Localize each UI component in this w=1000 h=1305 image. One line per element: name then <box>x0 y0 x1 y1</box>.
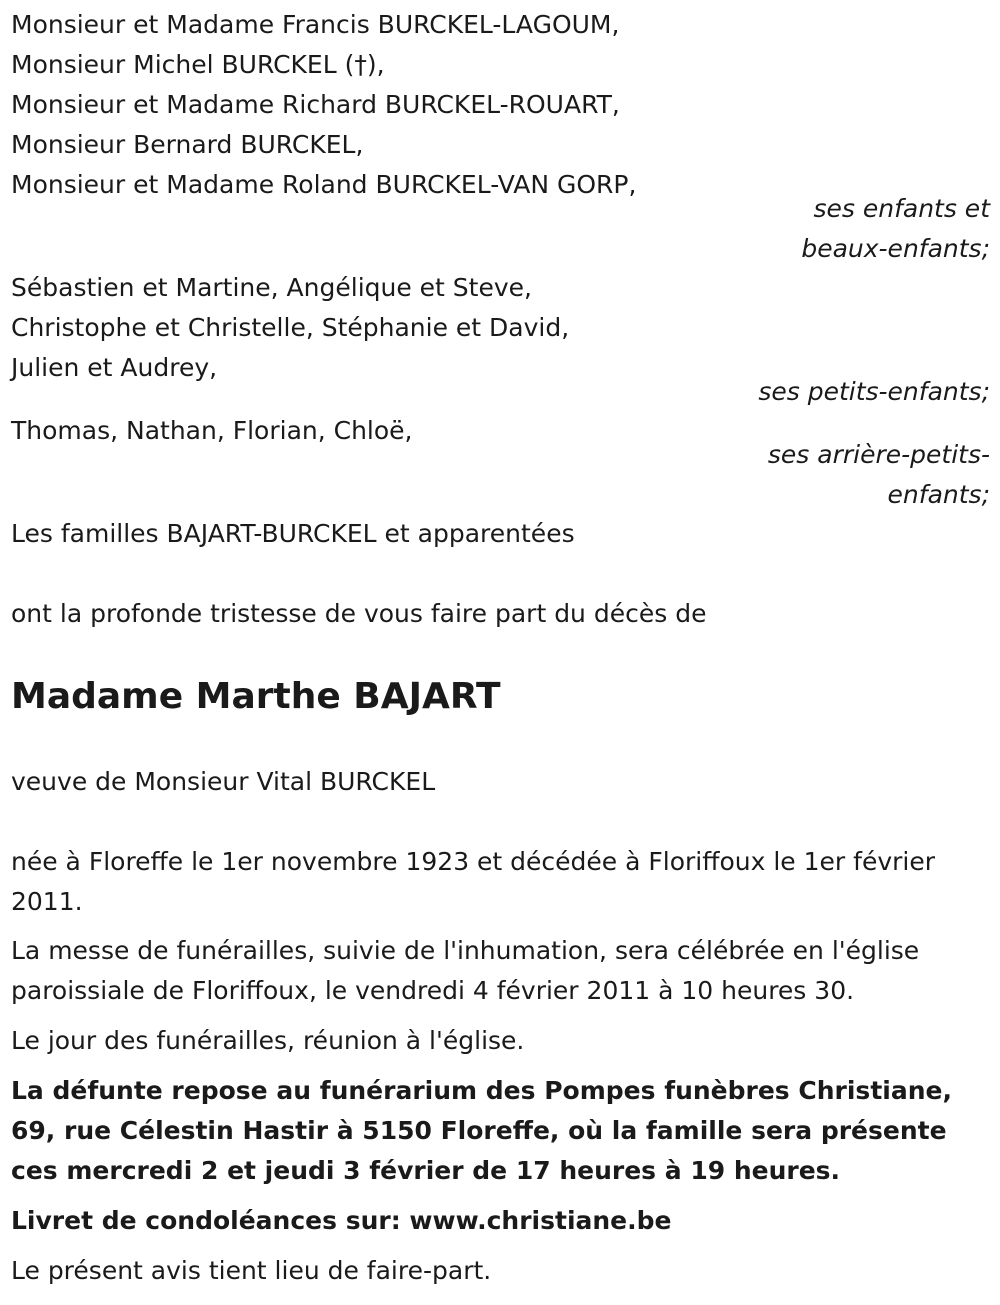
great-grandchildren-role-line-2: enfants; <box>887 480 990 509</box>
grandchild-line-1: Sébastien et Martine, Angélique et Steve, <box>11 273 532 302</box>
announcement: ont la profonde tristesse de vous faire part du décès de <box>11 599 707 628</box>
funerarium-info: La défunte repose au funérarium des Pompes funèbres Christiane, 69, rue Célestin Hastir à 5150 Floreffe, où la famille sera présente ces mercredi 2 et jeudi 3 février de 17 heures à 19 heures. <box>11 1076 952 1185</box>
child-line-1: Monsieur et Madame Francis BURCKEL-LAGOUM, <box>11 10 620 39</box>
child-line-3: Monsieur et Madame Richard BURCKEL-ROUART, <box>11 90 620 119</box>
grandchild-line-3: Julien et Audrey, <box>11 353 218 382</box>
deceased-name: Madame Marthe BAJART <box>11 676 501 717</box>
condolences-line: Livret de condoléances sur: www.christiane.be <box>11 1206 672 1235</box>
child-line-2: Monsieur Michel BURCKEL (†), <box>11 50 385 79</box>
child-line-4: Monsieur Bernard BURCKEL, <box>11 130 364 159</box>
funeral-mass: La messe de funérailles, suivie de l'inhumation, sera célébrée en l'église paroissiale de Floriffoux, le vendredi 4 février 2011 à 10 heures 30. <box>11 936 920 1005</box>
birth-death: née à Floreffe le 1er novembre 1923 et décédée à Floriffoux le 1er février 2011. <box>11 847 935 916</box>
meeting-info: Le jour des funérailles, réunion à l'église. <box>11 1026 525 1055</box>
great-grandchildren-role-line-1: ses arrière-petits- <box>767 440 990 469</box>
great-grandchildren-line: Thomas, Nathan, Florian, Chloë, <box>11 416 413 445</box>
grandchildren-role: ses petits-enfants; <box>758 377 990 406</box>
child-line-5: Monsieur et Madame Roland BURCKEL-VAN GORP, <box>11 170 637 199</box>
families-line: Les familles BAJART-BURCKEL et apparentées <box>11 519 575 548</box>
closing-line: Le présent avis tient lieu de faire-part. <box>11 1256 492 1285</box>
widow-of: veuve de Monsieur Vital BURCKEL <box>11 767 436 796</box>
grandchild-line-2: Christophe et Christelle, Stéphanie et David, <box>11 313 570 342</box>
children-role-line-1: ses enfants et <box>813 194 990 223</box>
children-role-line-2: beaux-enfants; <box>801 234 990 263</box>
